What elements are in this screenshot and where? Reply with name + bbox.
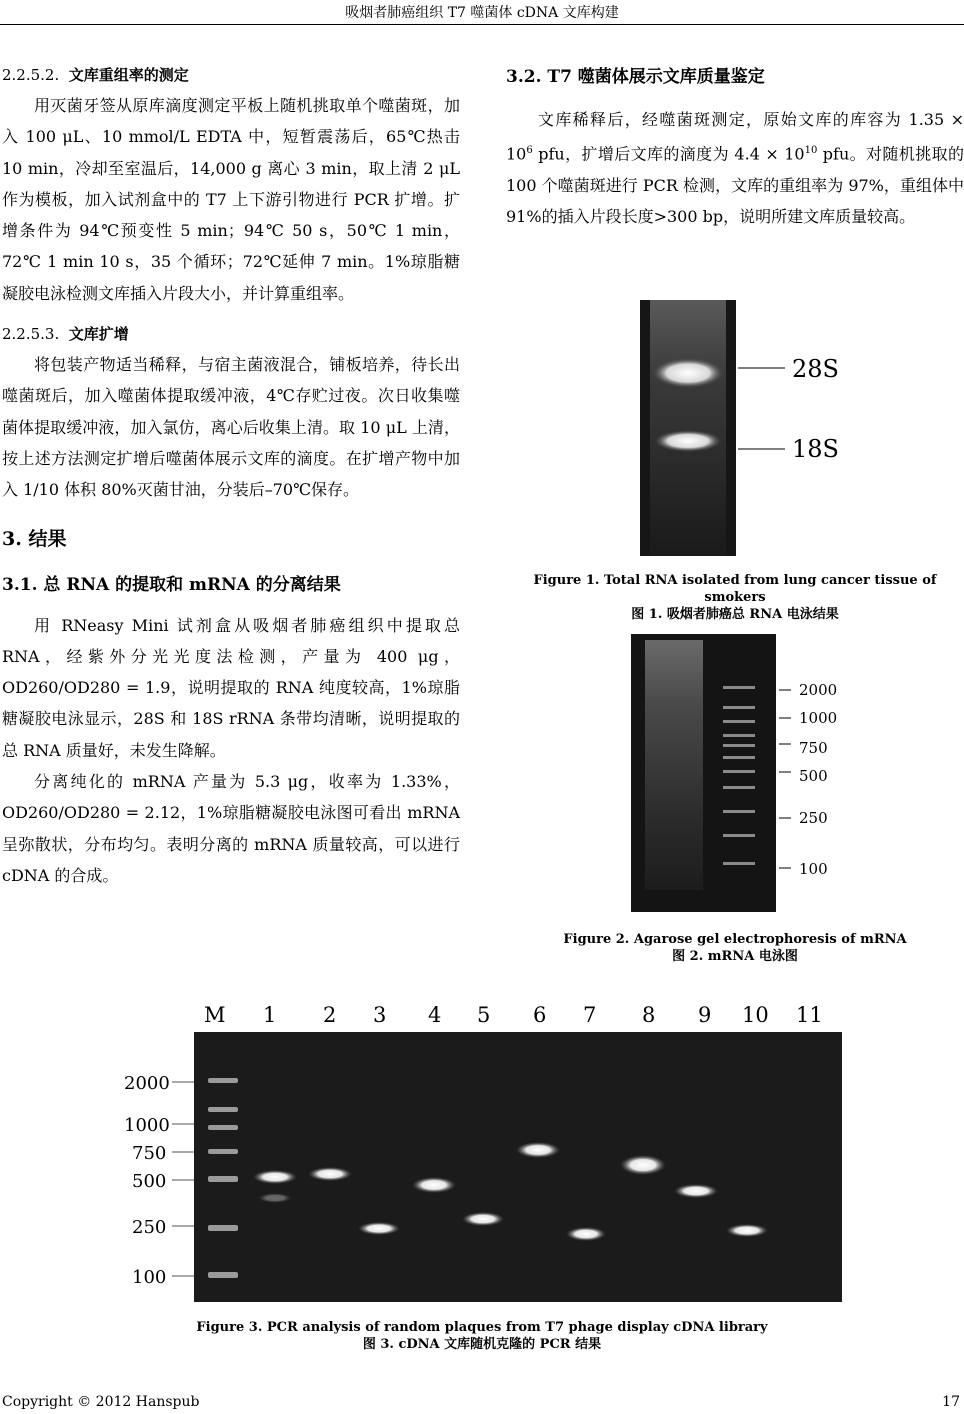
section-number: 2.2.5.2. bbox=[2, 66, 60, 84]
lane-label-1: 1 bbox=[263, 1003, 277, 1027]
marker-label-250: 250 bbox=[132, 1217, 167, 1238]
gel-background bbox=[194, 1032, 842, 1302]
text-part: pfu。对随机挑取的 100 个噬菌斑进行 PCR 检测，文库的重组率为 97%，重组体中 91%的插入片段长度>300 bp，说明所建文库质量较高。 bbox=[506, 144, 964, 227]
caption-cn: 图 2. mRNA 电泳图 bbox=[672, 949, 798, 964]
lane-label-m: M bbox=[204, 1003, 226, 1027]
section-3-1-heading: 3.1. 总 RNA 的提取和 mRNA 的分离结果 bbox=[2, 574, 341, 595]
paragraph-recombination-rate: 用灭菌牙签从原库滴度测定平板上随机挑取单个噬菌斑，加入 100 μL、10 mmol/L EDTA 中，短暂震荡后，65℃热击 10 min，冷却至室温后，14,000 g 离心 3 min，取上清 2 μL 作为模板，加入试剂盒中的 T7 上下游引物进行 PCR 扩增。扩增条件为 94℃预变性 5 min；94℃ 50 s，50℃ 1 min，72℃ 1 min 10 s，35 个循环；72℃延伸 7 min。1%琼脂糖凝胶电泳检测文库插入片段大小，并计算重组率。 bbox=[2, 96, 460, 303]
caption-en: Figure 3. PCR analysis of random plaques from T7 phage display cDNA library bbox=[196, 1320, 768, 1335]
label-18s: 18S bbox=[792, 435, 839, 463]
band-lane-6 bbox=[516, 1142, 560, 1158]
marker-band bbox=[723, 810, 755, 813]
paragraph-library-quality bbox=[506, 104, 964, 233]
paragraph-library-amplification: 将包装产物适当稀释，与宿主菌液混合，铺板培养，待长出噬菌斑后，加入噬菌体提取缓冲液，4℃存贮过夜。次日收集噬菌体提取缓冲液，加入氯仿，离心后收集上清。取 10 μL 上清，按上述方法测定扩增后噬菌体展示文库的滴度。在扩增产物中加入 1/10 体积 80%灭菌甘油，分装后–70℃保存。 bbox=[2, 355, 460, 500]
band-lane-5 bbox=[462, 1212, 504, 1226]
caption-en: Figure 2. Agarose gel electrophoresis of mRNA bbox=[563, 932, 907, 947]
figure-1-caption bbox=[506, 572, 964, 623]
copyright: Copyright © 2012 Hanspub bbox=[2, 1394, 200, 1410]
marker-band bbox=[723, 706, 755, 709]
section-3-2-heading: 3.2. T7 噬菌体展示文库质量鉴定 bbox=[506, 67, 765, 87]
band-18s bbox=[654, 430, 722, 452]
marker-label-500: 500 bbox=[799, 767, 828, 785]
marker-label-500: 500 bbox=[132, 1171, 167, 1192]
band-lane-9 bbox=[674, 1184, 718, 1198]
marker-band bbox=[723, 756, 755, 759]
marker-label-1000: 1000 bbox=[799, 709, 838, 727]
marker-band bbox=[723, 862, 755, 865]
marker-label-100: 100 bbox=[132, 1267, 167, 1288]
superscript: 6 bbox=[526, 145, 533, 157]
left-column bbox=[2, 64, 460, 891]
marker-band bbox=[208, 1176, 238, 1182]
band-lane-4 bbox=[412, 1177, 456, 1193]
section-2-2-5-2-heading bbox=[2, 64, 460, 86]
gel-lane bbox=[650, 300, 726, 556]
lane-label-9: 9 bbox=[698, 1003, 712, 1027]
section-title: 文库重组率的测定 bbox=[68, 66, 189, 84]
lane-label-3: 3 bbox=[373, 1003, 387, 1027]
band-lane-1 bbox=[253, 1170, 297, 1184]
paragraph-total-rna: 用 RNeasy Mini 试剂盒从吸烟者肺癌组织中提取总 RNA，经紫外分光光度法检测，产量为 400 μg，OD260/OD280 = 1.9，说明提取的 RNA 纯度较高，1%琼脂糖凝胶电泳显示，28S 和 18S rRNA 条带均清晰，说明提取的总 RNA 质量好，未发生降解。 bbox=[2, 615, 460, 760]
figure-3-gel bbox=[120, 1000, 850, 1304]
page-number: 17 bbox=[942, 1394, 960, 1410]
marker-band bbox=[723, 786, 755, 789]
section-title: 文库扩增 bbox=[68, 325, 129, 344]
marker-ticks bbox=[779, 690, 791, 868]
marker-label-250: 250 bbox=[799, 809, 828, 827]
marker-band bbox=[208, 1107, 238, 1112]
figure-2-caption bbox=[506, 931, 964, 965]
lane-label-5: 5 bbox=[477, 1003, 491, 1027]
marker-label-1000: 1000 bbox=[124, 1115, 170, 1136]
section-2-2-5-3-heading bbox=[2, 323, 460, 345]
lane-label-4: 4 bbox=[428, 1003, 442, 1027]
lane-label-10: 10 bbox=[742, 1003, 769, 1027]
band-lane-1-faint bbox=[258, 1193, 292, 1203]
label-28s: 28S bbox=[792, 355, 839, 383]
running-header: 吸烟者肺癌组织 T7 噬菌体 cDNA 文库构建 bbox=[345, 5, 619, 21]
figure-2-gel bbox=[631, 634, 851, 914]
lane-label-7: 7 bbox=[583, 1003, 597, 1027]
text-part: pfu，扩增后文库的滴度为 4.4 × 10 bbox=[532, 144, 805, 164]
band-28s bbox=[652, 358, 724, 388]
caption-cn: 图 3. cDNA 文库随机克隆的 PCR 结果 bbox=[362, 1337, 602, 1352]
section-3-heading: 3. 结果 bbox=[2, 527, 67, 550]
marker-band bbox=[208, 1078, 238, 1083]
figure-3-caption bbox=[0, 1319, 964, 1353]
right-column bbox=[506, 64, 964, 233]
lane-label-6: 6 bbox=[533, 1003, 547, 1027]
marker-band bbox=[723, 720, 755, 723]
lane-label-8: 8 bbox=[642, 1003, 656, 1027]
header-rule bbox=[0, 24, 964, 25]
lane-label-2: 2 bbox=[323, 1003, 337, 1027]
marker-band bbox=[208, 1225, 238, 1231]
caption-cn: 图 1. 吸烟者肺癌总 RNA 电泳结果 bbox=[631, 607, 839, 622]
marker-band bbox=[723, 686, 755, 689]
marker-label-100: 100 bbox=[799, 860, 828, 878]
band-lane-10 bbox=[726, 1224, 768, 1237]
marker-label-750: 750 bbox=[132, 1143, 167, 1164]
marker-ticks bbox=[172, 1082, 194, 1276]
band-lane-8 bbox=[620, 1155, 666, 1175]
marker-band bbox=[208, 1149, 238, 1154]
text-part: 文库稀释后，经噬菌斑测定，原始文库的库容为 1.35 × 10 bbox=[506, 110, 964, 164]
superscript: 10 bbox=[804, 145, 818, 157]
band-lane-2 bbox=[308, 1167, 352, 1181]
marker-band bbox=[723, 834, 755, 837]
band-lane-7 bbox=[566, 1227, 606, 1241]
marker-label-2000: 2000 bbox=[799, 681, 838, 699]
marker-label-750: 750 bbox=[799, 739, 828, 757]
marker-band bbox=[208, 1272, 238, 1278]
band-lane-3 bbox=[358, 1222, 400, 1235]
paragraph-mrna: 分离纯化的 mRNA 产量为 5.3 μg，收率为 1.33%，OD260/OD280 = 2.12，1%琼脂糖凝胶电泳图可看出 mRNA 呈弥散状，分布均匀。表明分离的 mRNA 质量较高，可以进行 cDNA 的合成。 bbox=[2, 772, 460, 885]
figure-1-gel bbox=[640, 300, 860, 556]
section-number: 2.2.5.3. bbox=[2, 325, 60, 344]
marker-band bbox=[208, 1125, 238, 1130]
lane-label-11: 11 bbox=[796, 1003, 823, 1027]
mrna-smear-lane bbox=[645, 640, 703, 890]
marker-band bbox=[723, 770, 755, 773]
marker-label-2000: 2000 bbox=[124, 1073, 170, 1094]
caption-en: Figure 1. Total RNA isolated from lung cancer tissue of smokers bbox=[533, 573, 937, 605]
marker-band bbox=[723, 734, 755, 737]
marker-band bbox=[723, 744, 755, 747]
